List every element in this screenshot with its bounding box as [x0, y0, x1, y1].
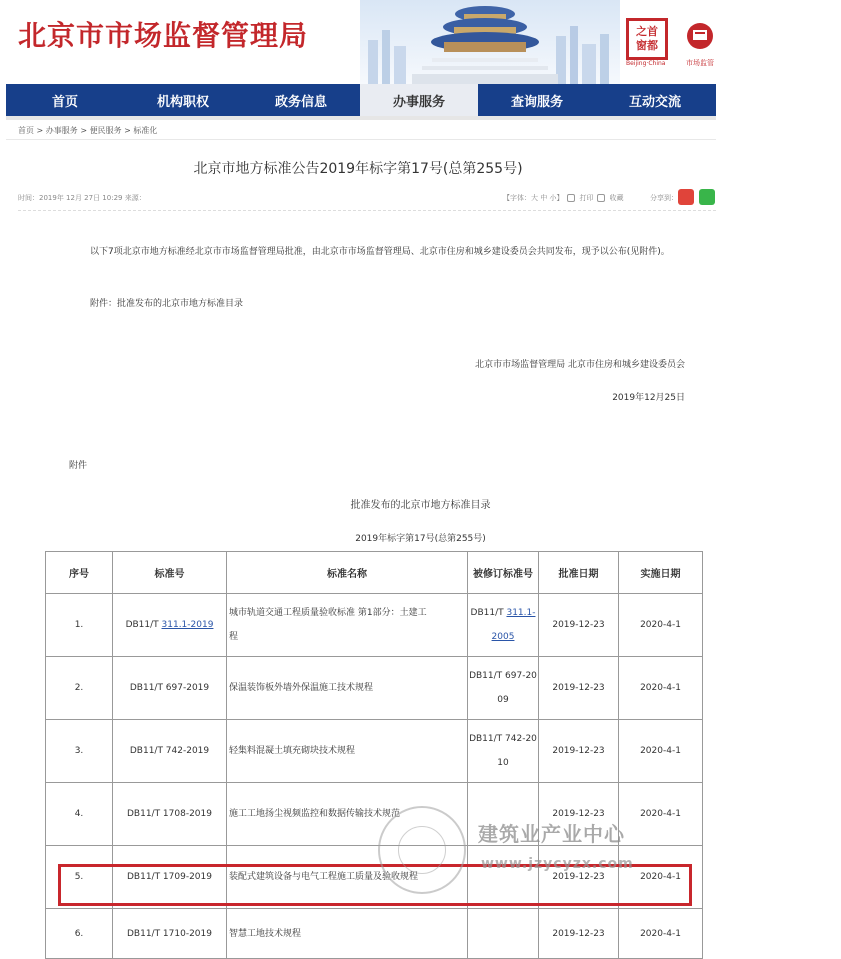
header-revised-no: 被修订标准号 — [468, 552, 539, 594]
row-standard-name: 施工工地扬尘视频监控和数据传输技术规范 — [227, 783, 468, 846]
nav-item-home[interactable]: 首页 — [51, 94, 78, 110]
logo-line1: 之首 — [636, 25, 658, 38]
row-standard-name — [227, 594, 468, 657]
issuer-signature: 北京市市场监督管理局 北京市住房和城乡建设委员会 — [475, 360, 685, 370]
attachment-label: 附件 — [69, 461, 88, 471]
emblem-caption: 市场监管 — [686, 59, 714, 67]
revised-line2: 09 — [497, 695, 509, 705]
attachment-note: 附件：批准发布的北京市地方标准目录 — [90, 299, 244, 309]
announcement-paragraph: 以下7项北京市地方标准经北京市市场监督管理局批准，由北京市市场监督管理局、北京市住房和城乡建设委员会共同发布，现予以公布(见附件)。 — [90, 247, 670, 257]
row-revised-no — [468, 657, 539, 720]
header-effective-date: 实施日期 — [619, 552, 703, 594]
article-tools — [503, 193, 623, 203]
logo-caption: Beijing·China — [626, 60, 666, 67]
table-row — [46, 657, 703, 720]
row-standard-no: DB11/T 1710-2019 — [113, 909, 227, 959]
row-effective-date: 2020-4-1 — [619, 783, 703, 846]
row-effective-date: 2020-4-1 — [619, 909, 703, 959]
row-effective-date: 2020-4-1 — [619, 657, 703, 720]
row-standard-no: DB11/T 1709-2019 — [113, 846, 227, 909]
name-line1: 城市轨道交通工程质量验收标准 第1部分：土建工 — [229, 608, 427, 618]
row-no: 2. — [46, 657, 113, 720]
row-standard-name: 保温装饰板外墙外保温施工技术规程 — [227, 657, 468, 720]
row-approval-date: 2019-12-23 — [539, 846, 619, 909]
row-effective-date: 2020-4-1 — [619, 846, 703, 909]
row-standard-name: 智慧工地技术规程 — [227, 909, 468, 959]
standard-link[interactable]: 311.1-2019 — [161, 620, 214, 630]
table-row — [46, 909, 703, 959]
row-revised-no — [468, 909, 539, 959]
row-standard-no — [113, 594, 227, 657]
row-standard-name: 装配式建筑设备与电气工程施工质量及验收规程 — [227, 846, 468, 909]
table-row — [46, 594, 703, 657]
revised-line1: DB11/T 742-20 — [469, 734, 537, 744]
favorite-icon[interactable] — [597, 194, 605, 202]
watermark-name: 建筑业产业中心 — [478, 822, 625, 846]
row-approval-date: 2019-12-23 — [539, 720, 619, 783]
name-line2: 程 — [229, 632, 239, 642]
nav-item-services[interactable]: 办事服务 — [360, 84, 478, 116]
row-standard-no: DB11/T 1708-2019 — [113, 783, 227, 846]
nav-item-org-functions[interactable]: 机构职权 — [156, 94, 209, 110]
breadcrumb-divider — [6, 139, 716, 140]
font-size-switcher[interactable]: 【字体：大 中 小】 — [503, 194, 564, 202]
table-header-row — [46, 552, 703, 594]
breadcrumb[interactable]: 首页 > 办事服务 > 便民服务 > 标准化 — [18, 126, 158, 135]
site-title[interactable]: 北京市市场监督管理局 — [18, 19, 309, 52]
row-standard-no: DB11/T 697-2019 — [113, 657, 227, 720]
print-icon[interactable] — [567, 194, 575, 202]
capital-window-logo — [626, 18, 668, 60]
header-banner — [0, 0, 716, 84]
header-standard-name: 标准名称 — [227, 552, 468, 594]
header-standard-no: 标准号 — [113, 552, 227, 594]
list-title: 批准发布的北京市地方标准目录 — [350, 500, 491, 511]
revised-link-part1[interactable]: 311.1- — [506, 608, 536, 618]
row-no: 1. — [46, 594, 113, 657]
page-title: 北京市地方标准公告2019年标字第17号(总第255号) — [193, 161, 523, 177]
row-no: 3. — [46, 720, 113, 783]
row-approval-date: 2019-12-23 — [539, 657, 619, 720]
revised-line1: DB11/T 697-20 — [469, 671, 537, 681]
row-revised-no — [468, 594, 539, 657]
header-no: 序号 — [46, 552, 113, 594]
weibo-share-icon[interactable] — [678, 189, 694, 205]
logo-line2: 窗都 — [636, 39, 658, 52]
standard-prefix: DB11/T — [125, 620, 162, 630]
temple-of-heaven-illustration — [360, 0, 620, 84]
issue-date: 2019年12月25日 — [612, 393, 685, 403]
nav-item-interaction[interactable]: 互动交流 — [628, 94, 681, 110]
row-no: 4. — [46, 783, 113, 846]
nav-item-query[interactable]: 查询服务 — [510, 94, 563, 110]
nav-divider — [6, 116, 716, 120]
revised-prefix: DB11/T — [470, 608, 507, 618]
wechat-share-icon[interactable] — [699, 189, 715, 205]
watermark-url: www.jzycyzx.com — [481, 856, 634, 872]
row-no: 6. — [46, 909, 113, 959]
meta-divider — [18, 210, 716, 211]
row-effective-date: 2020-4-1 — [619, 720, 703, 783]
header-approval-date: 批准日期 — [539, 552, 619, 594]
article-meta: 时间：2019年 12月 27日 10:29 来源： — [18, 194, 146, 202]
row-no: 5. — [46, 846, 113, 909]
row-standard-name: 轻集料混凝土填充砌块技术规程 — [227, 720, 468, 783]
watermark-seal-inner — [398, 826, 446, 874]
revised-link-part2[interactable]: 2005 — [491, 632, 515, 642]
row-revised-no — [468, 720, 539, 783]
revised-line2: 10 — [497, 758, 509, 768]
row-standard-no: DB11/T 742-2019 — [113, 720, 227, 783]
row-effective-date: 2020-4-1 — [619, 594, 703, 657]
share-label: 分享到： — [650, 194, 678, 202]
table-row — [46, 720, 703, 783]
nav-item-gov-info[interactable]: 政务信息 — [274, 94, 327, 110]
row-approval-date: 2019-12-23 — [539, 909, 619, 959]
main-nav — [6, 84, 716, 116]
row-approval-date: 2019-12-23 — [539, 594, 619, 657]
row-approval-date: 2019-12-23 — [539, 783, 619, 846]
print-button[interactable]: 打印 — [579, 194, 594, 202]
list-subtitle: 2019年标字第17号(总第255号) — [355, 534, 486, 544]
favorite-button[interactable]: 收藏 — [609, 194, 624, 202]
